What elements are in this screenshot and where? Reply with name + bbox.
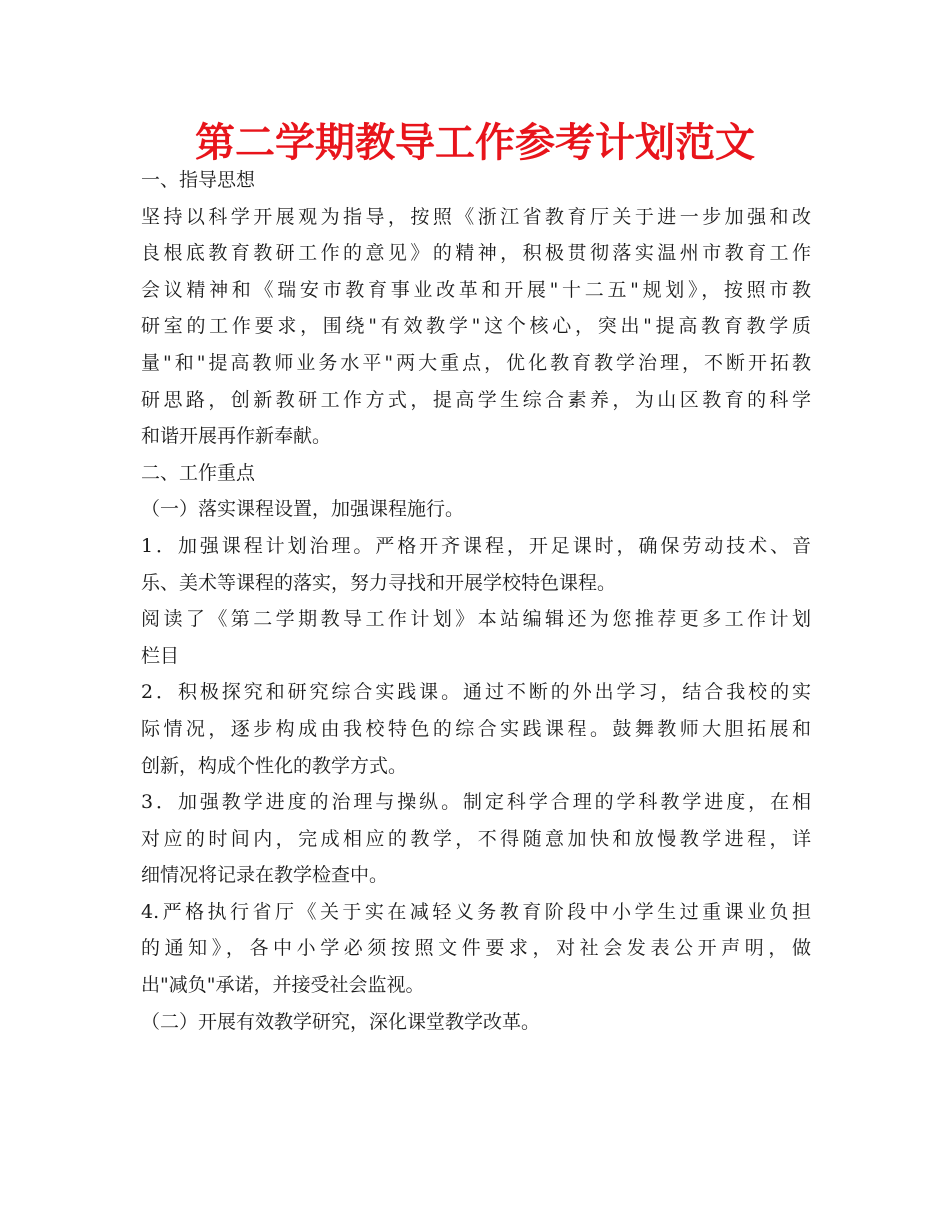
document-line: 一、指导思想 (141, 169, 256, 191)
document-line: 会议精神和《瑞安市教育事业改革和开展"十二五"规划》，按照市教 (141, 278, 811, 301)
document-line: 二、工作重点 (141, 461, 256, 484)
document-line: 量"和"提高教师业务水平"两大重点，优化教育教学治理，不断开拓教 (141, 351, 811, 374)
document-line: 研室的工作要求，围绕"有效教学"这个核心，突出"提高教育教学质 (141, 315, 811, 338)
document-line: 2．积极探究和研究综合实践课。通过不断的外出学习，结合我校的实 (141, 681, 811, 704)
document-line: 阅读了《第二学期教导工作计划》本站编辑还为您推荐更多工作计划 (141, 608, 811, 631)
document-line: 和谐开展再作新奉献。 (141, 425, 332, 448)
document-line: 对应的时间内，完成相应的教学，不得随意加快和放慢教学进程，详 (141, 827, 811, 850)
document-line: 栏目 (141, 644, 180, 667)
document-line: （二）开展有效教学研究，深化课堂教学改革。 (141, 1010, 541, 1033)
document-line: 出"减负"承诺，并接受社会监视。 (141, 974, 425, 997)
document-line: 细情况将记录在教学检查中。 (141, 864, 389, 887)
document-line: 4.严格执行省厅《关于实在减轻义务教育阶段中小学生过重课业负担 (141, 900, 811, 923)
document-line: 良根底教育教研工作的意见》的精神，积极贯彻落实温州市教育工作 (141, 242, 811, 265)
document-line: 坚持以科学开展观为指导，按照《浙江省教育厅关于进一步加强和改 (141, 205, 811, 228)
document-body (141, 162, 811, 1040)
document-line: 创新，构成个性化的教学方式。 (141, 754, 408, 777)
document-line: 3．加强教学进度的治理与操纵。制定科学合理的学科教学进度，在相 (141, 791, 811, 814)
document-line: 际情况，逐步构成由我校特色的综合实践课程。鼓舞教师大胆拓展和 (141, 717, 811, 740)
document-line: 的通知》，各中小学必须按照文件要求，对社会发表公开声明，做 (141, 937, 811, 960)
document-line: 1．加强课程计划治理。严格开齐课程，开足课时，确保劳动技术、音 (141, 534, 811, 557)
document-line: （一）落实课程设置，加强课程施行。 (141, 498, 465, 521)
document-line: 乐、美术等课程的落实，努力寻找和开展学校特色课程。 (141, 571, 617, 594)
document-title: 第二学期教导工作参考计划范文 (195, 120, 755, 166)
document-line: 研思路，创新教研工作方式，提高学生综合素养，为山区教育的科学 (141, 388, 811, 411)
